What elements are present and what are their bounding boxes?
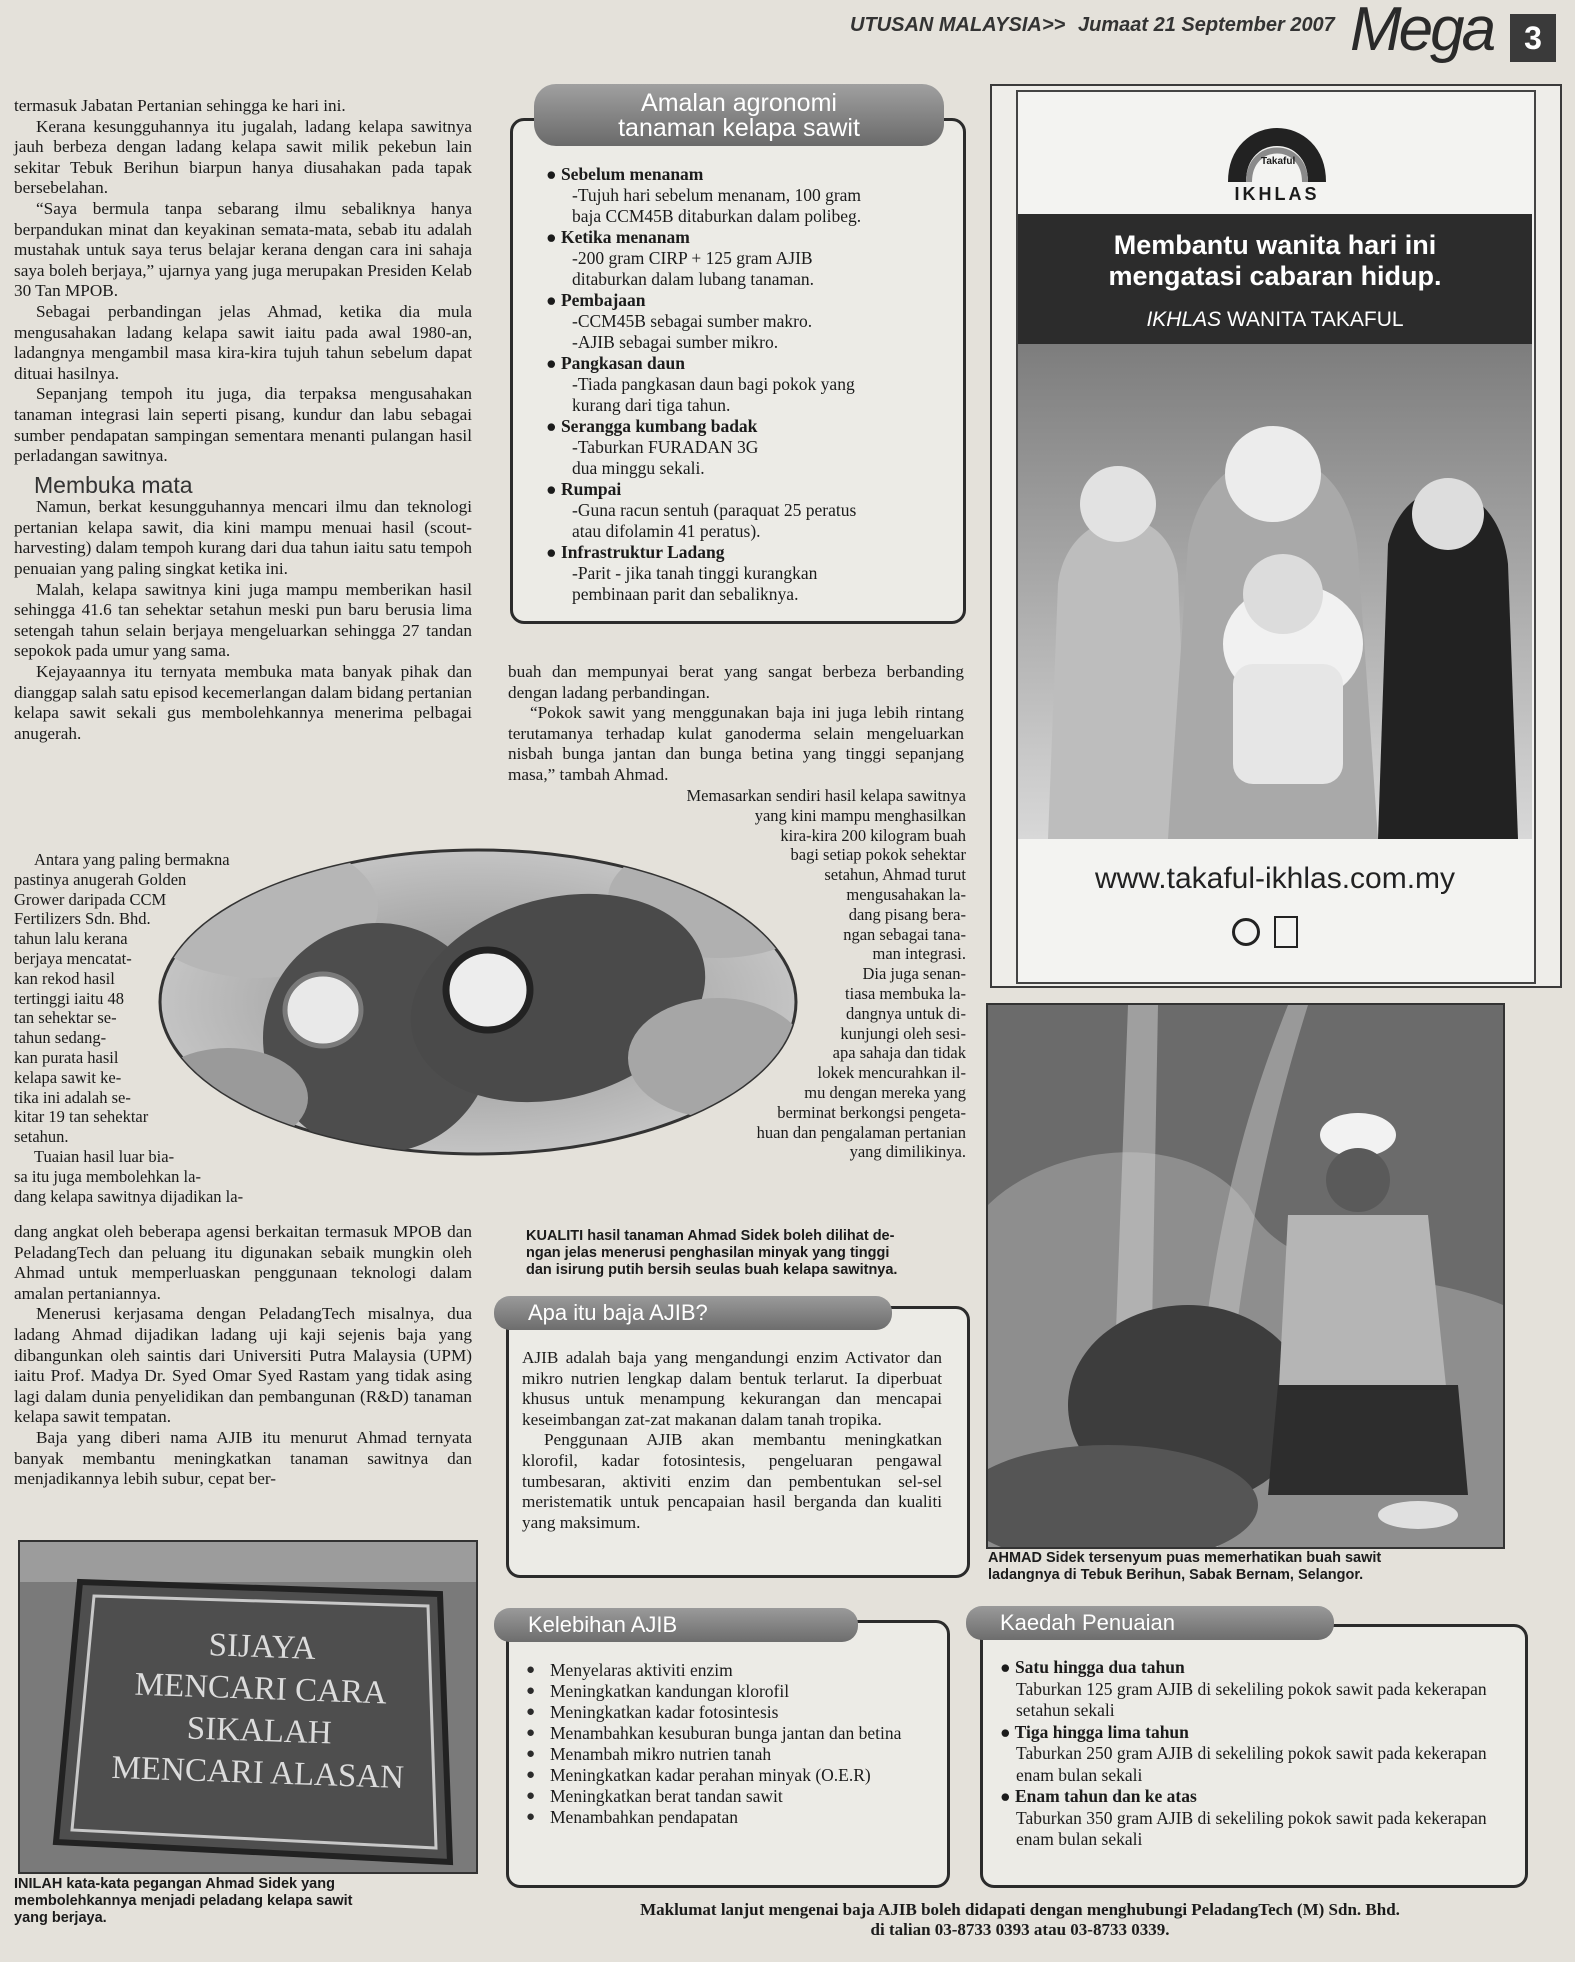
paragraph: “Saya bermula tanpa sebarang ilmu sebaliknya hanya berpandukan minat dan keyakinan semata-mata, sebab itu adalah mustahak untuk saya terus belajar kerana dengan cara ini sahaja saya boleh berjaya,” ujarnya yang juga merupakan Presiden Kelab 30 Tan MPOB. — [14, 198, 472, 301]
article-column-2 — [508, 662, 964, 786]
motto-line: MENCARI CARA — [134, 1666, 388, 1712]
ad-tagline: IKHLAS WANITA TAKAFUL — [1146, 308, 1404, 331]
takaful-ad — [990, 84, 1562, 988]
line: tertinggi iaitu 48 — [14, 988, 124, 1008]
line: kelapa sawit ke- — [14, 1067, 122, 1087]
line: Antara yang paling bermakna — [34, 850, 230, 869]
certification-icons — [1224, 914, 1324, 954]
kaedah-item — [1000, 1786, 1500, 1851]
agronomi-item-head: ● Serangga kumbang badak — [546, 416, 758, 436]
line: berjaya mencatat- — [14, 948, 132, 968]
line: setahun. — [14, 1127, 69, 1147]
ad-headline-1: Membantu wanita hari ini — [1113, 230, 1437, 260]
agronomi-item-head: ● Ketika menanam — [546, 227, 690, 247]
line: apa sahaja dan tidak — [832, 1043, 966, 1063]
ad-headline-2: mengatasi cabaran hidup. — [1108, 261, 1442, 291]
line: kunjungi oleh sesi- — [840, 1023, 966, 1043]
ikhlas-logo — [1217, 104, 1337, 214]
line: Tuaian hasil luar bia- — [34, 1146, 175, 1166]
kelebihan-item: ● Menambah mikro nutrien tanah — [524, 1744, 934, 1765]
paragraph: buah dan mempunyai berat yang sangat berbeza berbanding dengan ladang perbandingan. — [508, 662, 964, 702]
ikhlas-arch-icon — [1217, 104, 1337, 184]
line: lokek mencurahkan il- — [817, 1063, 966, 1083]
paper-name: UTUSAN MALAYSIA — [850, 14, 1042, 36]
paragraph: termasuk Jabatan Pertanian sehingga ke hari ini. — [14, 96, 346, 115]
line: ngan sebagai tana- — [843, 924, 966, 944]
line: huan dan pengalaman pertanian — [756, 1122, 966, 1142]
iso-mark-icon — [1274, 916, 1298, 948]
line: tan sehektar se- — [14, 1008, 117, 1028]
kaedah-item-head: ● Tiga hingga lima tahun — [1000, 1721, 1189, 1742]
line: mengusahakan la- — [846, 884, 966, 904]
article-column-1-bottom — [14, 1222, 472, 1490]
kaedah-item-body: Taburkan 350 gram AJIB di sekeliling pokok sawit pada kekerapan enam bulan sekali — [1016, 1807, 1487, 1849]
line: mu dengan mereka yang — [804, 1082, 966, 1102]
agronomi-item: ● Sebelum menanam -Tujuh hari sebelum menanam, 100 gram baja CCM45B ditaburkan dalam polibeg. — [546, 164, 946, 227]
ad-url[interactable]: www.takaful-ikhlas.com.my — [1094, 862, 1456, 895]
agronomi-item-head: ● Infrastruktur Ladang — [546, 542, 725, 562]
farmer-photo-caption: AHMAD Sidek tersenyum puas memerhatikan buah sawit ladangnya di Tebuk Berihun, Sabak Bernam, Selangor. — [988, 1550, 1382, 1583]
farmer-photo — [986, 1003, 1505, 1549]
kaedah-item-body: Taburkan 250 gram AJIB di sekeliling pokok sawit pada kekerapan enam bulan sekali — [1016, 1743, 1487, 1785]
motto-line: SIJAYA — [208, 1627, 317, 1667]
paragraph: Menerusi kerjasama dengan PeladangTech misalnya, dua ladang Ahmad dijadikan ladang uji kaji sejenis baja yang dibangunkan oleh saintis dari Universiti Putra Malaysia (UPM) iaitu Prof. Madya Dr. Syed Omar Syed Rastam yang tidak asing lagi dalam dunia penyelidikan dan pembangunan (R&D) tanaman kelapa sawit tempatan. — [14, 1304, 472, 1427]
palm-fruit-photo — [158, 848, 798, 1156]
paragraph: Kejayaannya itu ternyata membuka mata banyak pihak dan dianggap salah satu episod kecemerlangan dalam bidang pertanian kelapa sawit sekali gus membolehkannya menerima pelbagai anugerah. — [14, 662, 472, 743]
kelebihan-box-tab: Kelebihan AJIB — [494, 1608, 858, 1642]
line: bagi setiap pokok sehektar — [790, 845, 966, 865]
agronomi-item-head: ● Rumpai — [546, 479, 622, 499]
kaedah-item-head: ● Satu hingga dua tahun — [1000, 1657, 1185, 1677]
agronomi-item-head: ● Pembajaan — [546, 290, 646, 310]
subheading: Membuka mata — [34, 471, 193, 498]
kelebihan-item: ● Menambahkan kesuburan bunga jantan dan betina — [524, 1723, 934, 1744]
line: kira-kira 200 kilogram buah — [780, 825, 966, 845]
agronomi-title — [534, 84, 944, 146]
agronomi-list — [546, 164, 946, 605]
ad-headline-band — [1018, 214, 1532, 344]
footer-line: di talian 03-8733 0393 atau 03-8733 0339. — [870, 1920, 1170, 1939]
line: Dia juga senan- — [862, 964, 966, 984]
agronomi-title-line2: tanaman kelapa sawit — [618, 114, 860, 142]
kelebihan-item: ● Menambahkan pendapatan — [524, 1807, 934, 1828]
motto-sign-photo — [18, 1540, 478, 1874]
kelebihan-item: ● Meningkatkan kadar fotosintesis — [524, 1702, 934, 1723]
line: sa itu juga membolehkan la- — [14, 1166, 201, 1186]
agronomi-item: ● Pembajaan -CCM45B sebagai sumber makro. -AJIB sebagai sumber mikro. — [546, 290, 946, 353]
line: Memasarkan sendiri hasil kelapa sawitnya — [686, 786, 966, 805]
motto-line: SIKALAH — [186, 1710, 333, 1752]
line: kan rekod hasil — [14, 968, 115, 988]
section-logo: Mega — [1350, 0, 1494, 64]
footer-note — [500, 1900, 1540, 1940]
agronomi-item: ● Rumpai -Guna racun sentuh (paraquat 25 peratus atau difolamin 41 peratus). — [546, 479, 946, 542]
ikhlas-logo-text: IKHLAS — [1234, 184, 1320, 204]
agronomi-item-head: ● Sebelum menanam — [546, 164, 704, 184]
paragraph: Kerana kesungguhannya itu jugalah, ladang kelapa sawitnya jauh berbeza dengan ladang kelapa sawit milik pekebun lain sekitar Tebuk Berihun biarpun hanya diusahakan pada tapak bersebelahan. — [14, 116, 472, 198]
line: Grower daripada CCM — [14, 889, 167, 909]
ikhlas-logo-small: Takaful — [1261, 156, 1296, 167]
line: tiasa membuka la- — [845, 983, 966, 1003]
paragraph: Sebagai perbandingan jelas Ahmad, ketika dia mula mengusahakan ladang kelapa sawit iaitu pada awal 1980-an, ladangnya mengambil masa kira-kira tujuh tahun sebelum dapat dituai hasilnya. — [14, 301, 472, 383]
agronomi-item: ● Ketika menanam -200 gram CIRP + 125 gram AJIB ditaburkan dalam lubang tanaman. — [546, 227, 946, 290]
kelebihan-item: ● Menyelaras aktiviti enzim — [524, 1660, 934, 1681]
kaedah-item — [1000, 1657, 1500, 1722]
footer-line: Maklumat lanjut mengenai baja AJIB boleh didapati dengan menghubungi PeladangTech (M) Sdn. Bhd. — [640, 1900, 1400, 1919]
paragraph: “Pokok sawit yang menggunakan baja ini juga lebih rintang terutamanya terhadap kulat ganoderma selain mengeluarkan nisbah bunga jantan dan bunga betina yang tinggi sepanjang masa,” tambah Ahmad. — [508, 703, 964, 784]
kaedah-item-head: ● Enam tahun dan ke atas — [1000, 1786, 1197, 1806]
line: yang dimilikinya. — [849, 1142, 966, 1162]
paragraph: Baja yang diberi nama AJIB itu menurut Ahmad ternyata banyak membantu meningkatkan tanaman sawitnya dan menjadikannya lebih subur, cepat ber- — [14, 1427, 472, 1489]
paragraph: dang angkat oleh beberapa agensi berkaitan termasuk MPOB dan PeladangTech dan peluang itu digunakan sebaik mungkin oleh Ahmad untuk memperluaskan penggunaan teknologi dalam amalan pertaniannya. — [14, 1222, 472, 1303]
line: berminat berkongsi pengeta- — [777, 1102, 966, 1122]
ajib-box-text — [522, 1348, 942, 1533]
page-number: 3 — [1510, 14, 1556, 62]
line: dangnya untuk di- — [845, 1003, 966, 1023]
issue-date: Jumaat 21 September 2007 — [1078, 14, 1335, 36]
line: yang kini mampu menghasilkan — [754, 805, 966, 825]
masthead — [820, 0, 1570, 68]
paragraph: Sepanjang tempoh itu juga, dia terpaksa mengusahakan tanaman integrasi lain seperti pisang, kundur dan labu sebagai sumber pendapatan sampingan sementara menanti pulangan hasil perladangan sawitnya. — [14, 384, 472, 466]
line: Fertilizers Sdn. Bhd. — [14, 909, 151, 929]
fruit-photo-caption: KUALITI hasil tanaman Ahmad Sidek boleh dilihat de- ngan jelas menerusi penghasilan minyak yang tinggi dan isirung putih bersih seulas buah kelapa sawitnya. — [526, 1228, 898, 1278]
paragraph: Penggunaan AJIB akan membantu meningkatkan klorofil, kadar fotosintesis, pengeluaran pengawal tumbesaran, aktiviti enzim dan pembentukan sel-sel meristematik untuk pencapaian hasil berganda dan kualiti yang maksimum. — [522, 1430, 942, 1532]
line: pastinya anugerah Golden — [14, 869, 187, 889]
kelebihan-item: ● Meningkatkan kadar perahan minyak (O.E.R) — [524, 1765, 934, 1786]
paragraph: Namun, berkat kesungguhannya mencari ilmu dan teknologi pertanian kelapa sawit, dia kini mampu menuai hasil (scout-harvesting) dalam tempoh kurang dari dua tahun iaitu satu tempoh penuaian yang paling singkat ketika ini. — [14, 497, 472, 579]
kelebihan-list — [524, 1660, 934, 1828]
paragraph: AJIB adalah baja yang mengandungi enzim Activator dan mikro nutrien lengkap dalam bentuk terlarut. Ia diperbuat khusus untuk menampung kekurangan dan mencapai keseimbangan zat-zat makanan dalam tanah tropika. — [522, 1348, 942, 1429]
agronomi-item: ● Serangga kumbang badak -Taburkan FURADAN 3G dua minggu sekali. — [546, 416, 946, 479]
masthead-separator: >> — [1042, 14, 1066, 36]
ad-photo — [1018, 344, 1532, 839]
agronomi-item-head: ● Pangkasan daun — [546, 353, 685, 373]
line: man integrasi. — [872, 944, 966, 964]
motto-line: MENCARI ALASAN — [111, 1749, 405, 1797]
line: kan purata hasil — [14, 1047, 119, 1067]
motto-sign-text — [77, 1620, 443, 1800]
line: tika ini adalah se- — [14, 1087, 131, 1107]
agronomi-item: ● Infrastruktur Ladang -Parit - jika tanah tinggi kurangkan pembinaan parit dan sebaliknya. — [546, 542, 946, 605]
paragraph: Malah, kelapa sawitnya kini juga mampu memberikan hasil sehingga 41.6 tan sehektar setahun meski pun baru berusia lima setengah tahun selain berjaya mengeluarkan sehingga 27 tandan sepokok pada umur yang sama. — [14, 579, 472, 661]
line: dang kelapa sawitnya dijadikan la- — [14, 1186, 244, 1206]
kaedah-list — [1000, 1657, 1500, 1851]
kelebihan-item: ● Meningkatkan berat tandan sawit — [524, 1786, 934, 1807]
motto-sign-caption: INILAH kata-kata pegangan Ahmad Sidek yang membolehkannya menjadi peladang kelapa sawit yang berjaya. — [14, 1876, 353, 1926]
agronomi-title-line1: Amalan agronomi — [641, 89, 837, 117]
article-column-1 — [14, 96, 472, 744]
agronomi-item: ● Pangkasan daun -Tiada pangkasan daun bagi pokok yang kurang dari tiga tahun. — [546, 353, 946, 416]
line: dang pisang bera- — [848, 904, 966, 924]
line: kitar 19 tan sehektar — [14, 1107, 149, 1127]
kaedah-item — [1000, 1722, 1500, 1787]
line: tahun lalu kerana — [14, 929, 128, 949]
line: tahun sedang- — [14, 1028, 107, 1048]
ajib-box-tab: Apa itu baja AJIB? — [494, 1296, 892, 1330]
kaedah-box-tab: Kaedah Penuaian — [966, 1606, 1334, 1640]
kelebihan-item: ● Meningkatkan kandungan klorofil — [524, 1681, 934, 1702]
line: setahun, Ahmad turut — [824, 865, 966, 885]
sirim-icon — [1232, 918, 1260, 946]
kaedah-item-body: Taburkan 125 gram AJIB di sekeliling pokok sawit pada kekerapan setahun sekali — [1016, 1678, 1487, 1720]
